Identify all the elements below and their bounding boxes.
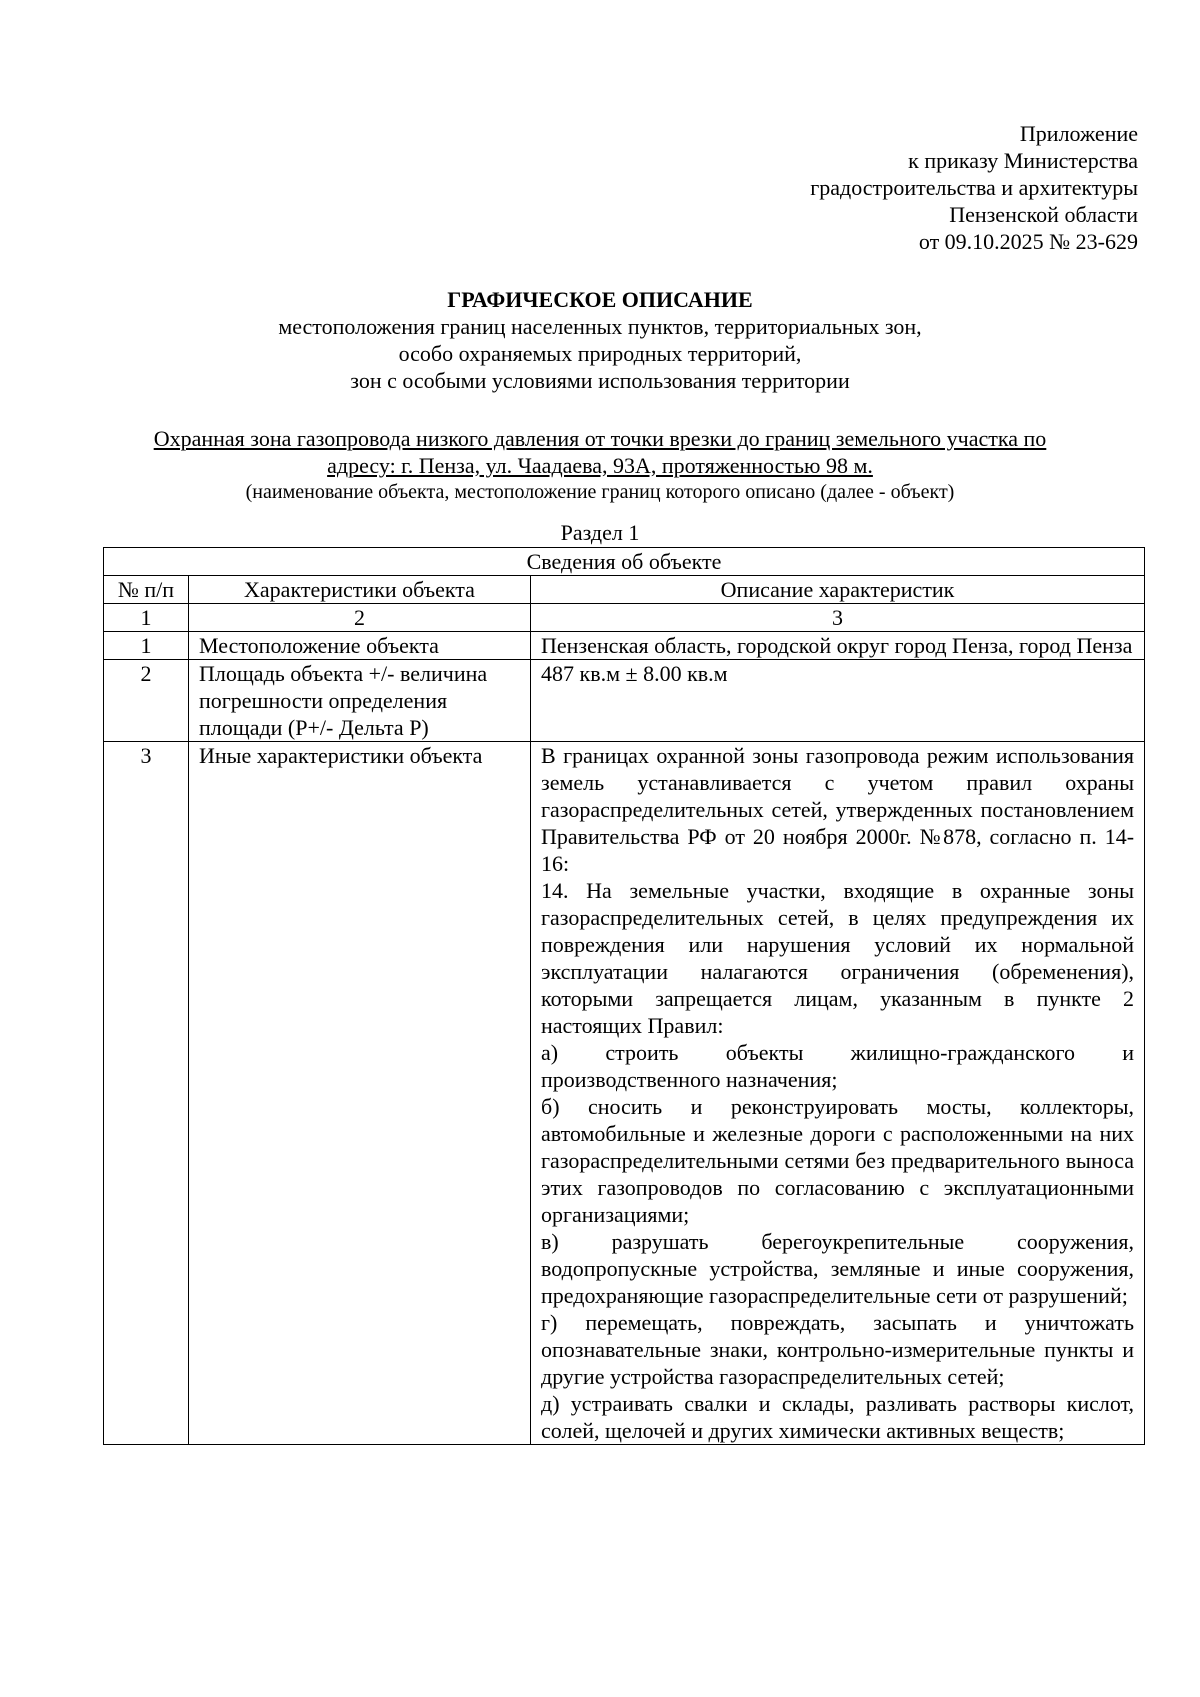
row-number: 2 <box>104 660 189 742</box>
description-paragraph: в) разрушать берегоукрепительные сооружения, водопропускные устройства, земляные и иные сооружения, предохраняющие газораспределительные сети от разрушений; <box>541 1229 1135 1308</box>
object-name-line: адресу: г. Пенза, ул. Чаадаева, 93А, протяженностью 98 м. <box>327 453 873 478</box>
appendix-line: от 09.10.2025 № 23-629 <box>918 229 1138 254</box>
row-number: 1 <box>104 632 189 660</box>
description-paragraph: 14. На земельные участки, входящие в охранные зоны газораспределительных сетей, в целях предупреждения их повреждения или нарушения условий их нормальной эксплуатации налагаются ограничения (обременения), которыми запрещается лицам, указанным в пункте 2 настоящих Правил: <box>541 878 1135 1038</box>
document-subtitle-line: местоположения границ населенных пунктов, территориальных зон, <box>278 314 922 339</box>
object-name-line: Охранная зона газопровода низкого давления от точки врезки до границ земельного участка по <box>153 426 1047 451</box>
column-number: 3 <box>531 604 1145 632</box>
object-info-table <box>103 547 1145 1445</box>
header-characteristic: Характеристики объекта <box>189 576 531 604</box>
column-number: 1 <box>104 604 189 632</box>
table-title: Сведения об объекте <box>104 548 1145 576</box>
description-paragraph: д) устраивать свалки и склады, разливать растворы кислот, солей, щелочей и других химически активных веществ; <box>541 1391 1135 1443</box>
column-number-row <box>104 604 1145 632</box>
document-subtitle-line: зон с особыми условиями использования территории <box>350 368 850 393</box>
table-header-row <box>104 576 1145 604</box>
row-description <box>531 742 1145 1445</box>
description-paragraph: б) сносить и реконструировать мосты, коллекторы, автомобильные и железные дороги с расположенными на них газораспределительными сетями без предварительного выноса этих газопроводов по согласованию с эксплуатационными организациями; <box>541 1094 1135 1227</box>
table-title-row <box>104 548 1145 576</box>
appendix-header <box>638 120 1138 255</box>
section-label: Раздел 1 <box>560 520 640 545</box>
object-name-block <box>62 425 1138 506</box>
row-characteristic: Местоположение объекта <box>189 632 531 660</box>
description-paragraph: а) строить объекты жилищно-гражданского и производственного назначения; <box>541 1040 1135 1092</box>
row-characteristic: Иные характеристики объекта <box>189 742 531 1445</box>
description-paragraph: В границах охранной зоны газопровода режим использования земель устанавливается с учетом правил охраны газораспределительных сетей, утвержденных постановлением Правительства РФ от 20 ноября 2000г. №878, согласно п. 14-16: <box>541 743 1135 876</box>
object-caption: (наименование объекта, местоположение границ которого описано (далее - объект) <box>245 481 955 503</box>
appendix-line: градостроительства и архитектуры <box>810 175 1138 200</box>
document-subtitle-line: особо охраняемых природных территорий, <box>398 341 802 366</box>
appendix-line: к приказу Министерства <box>908 148 1138 173</box>
appendix-line: Пензенской области <box>949 202 1138 227</box>
row-description: Пензенская область, городской округ город Пенза, город Пенза <box>531 632 1145 660</box>
row-number: 3 <box>104 742 189 1445</box>
table-row <box>104 742 1145 1445</box>
document-title-block <box>62 286 1138 394</box>
table-row <box>104 660 1145 742</box>
document-title: ГРАФИЧЕСКОЕ ОПИСАНИЕ <box>447 287 753 312</box>
table-row <box>104 632 1145 660</box>
header-description: Описание характеристик <box>531 576 1145 604</box>
row-description: 487 кв.м ± 8.00 кв.м <box>531 660 1145 742</box>
header-num: № п/п <box>104 576 189 604</box>
row-characteristic: Площадь объекта +/- величина погрешности определения площади (P+/- Дельта P) <box>189 660 531 742</box>
appendix-line: Приложение <box>1019 121 1138 146</box>
description-paragraph: г) перемещать, повреждать, засыпать и уничтожать опознавательные знаки, контрольно-измерительные пункты и другие устройства газораспределительных сетей; <box>541 1310 1135 1389</box>
column-number: 2 <box>189 604 531 632</box>
